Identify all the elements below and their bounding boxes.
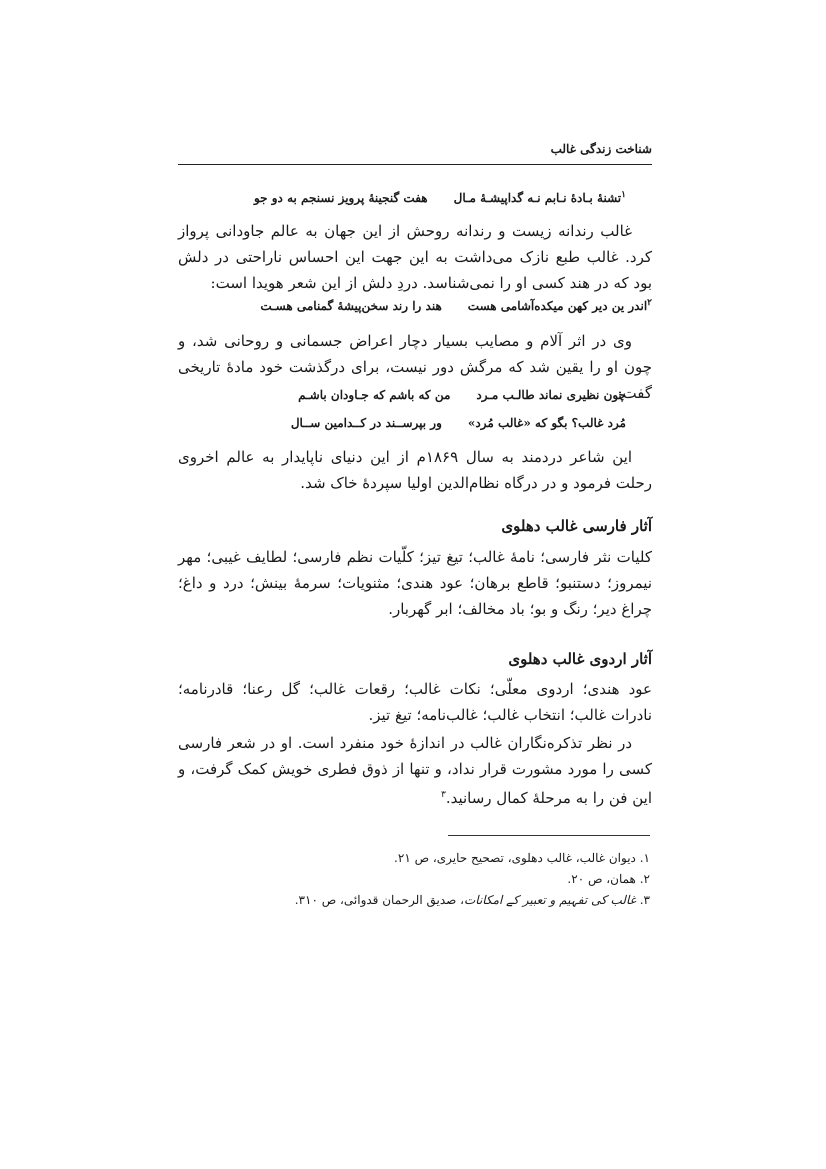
verse-couplet-1 [254, 190, 626, 205]
footnote-separator [448, 835, 650, 836]
paragraph-3: این شاعر دردمند به سال ۱۸۶۹م از این دنیای ناپایدار به عالم اخروی رحلت فرمود و در درگاه نظام‌الدین اولیا سپردهٔ خاک شد. [178, 448, 652, 492]
verse-1-hemistich-1: هفت گنجینهٔ پرویز نسنجم به دو جو [253, 191, 428, 205]
verse-4-hemistich-2: مُرد غالب؟ بگو که «غالب مُرد» [467, 416, 626, 430]
footnote-ref-2: ۲ [647, 298, 652, 308]
footnote-3-book-title: غالب کی تفہیم و تعبیر کے امکانات [464, 893, 636, 907]
verse-couplet-2 [260, 298, 652, 313]
running-header [178, 140, 652, 165]
footnote-ref-1: ۱ [621, 190, 626, 200]
footnote-3: ۳. غالب کی تفہیم و تعبیر کے امکانات، صدیق الرحمان قدوائی، ص ۳۱۰. [294, 893, 650, 907]
paragraph-1: غالب رندانه زیست و رندانه روحش از این جهان به عالم جاودانی پرواز کرد. غالب طبع نازک می‌داشت به این جهت این احساس ناراحتی در دلش بود که در هند کسی او را نمی‌شناسد. دردِ دلش از این شعر هویدا است: [178, 222, 652, 292]
verse-3-hemistich-1: من که باشم که جـاودان باشـم [298, 388, 451, 402]
footnote-ref-3: ۳ [440, 790, 446, 800]
header-title: شناخت زندگی غالب [550, 142, 652, 156]
footnote-1: ۱. دیوان غالب، غالب دهلوی، تصحیح حایری، ص ۲۱. [394, 851, 650, 865]
footnote-2: ۲. همان، ص ۲۰. [567, 872, 650, 886]
verse-1-hemistich-2: تشنهٔ بـادهٔ نـابم نـه گداپیشـهٔ مـال [453, 191, 622, 205]
verse-couplet-4 [291, 416, 626, 430]
paragraph-persian-works: کلیات نثر فارسی؛ نامهٔ غالب؛ تیغ تیز؛ کلّیات نظم فارسی؛ لطایف غیبی؛ مهر نیمروز؛ دستنبو؛ قاطع برهان؛ عود هندی؛ مثنویات؛ سرمهٔ بینش؛ درد و داغ؛ چراغ دیر؛ رنگ و بو؛ باد مخالف؛ ابر گهربار. [178, 548, 652, 618]
paragraph-2: وی در اثر آلام و مصایب بسیار دچار اعراض جسمانی و روحانی شد، و چون او را یقین شد که مرگش دور نیست، برای درگذشت خود مادهٔ تاریخی گفت: [178, 332, 652, 402]
section-heading-persian-works: آثار فارسی غالب دهلوی [501, 517, 652, 535]
verse-couplet-3 [298, 388, 626, 402]
verse-3-hemistich-2: چون نظیری نماند طالـب مـرد [476, 388, 626, 402]
paragraph-6: در نظر تذکره‌نگاران غالب در اندازهٔ خود منفرد است. او در شعر فارسی کسی را مورد مشورت قرار نداد، و تنها از ذوق فطری خویش کمک گرفت، و این فن را به مرحلهٔ کمال رسانید.$^۳$ [178, 734, 652, 807]
paragraph-urdu-works: عود هندی؛ اردوی معلّی؛ نکات غالب؛ رقعات غالب؛ گل رعنا؛ قادرنامه؛ نادرات غالب؛ انتخاب غالب؛ غالب‌نامه؛ تیغ تیز. [178, 680, 652, 724]
verse-4-hemistich-1: ور بپرســند در کــدامین ســال [290, 416, 442, 430]
verse-2-hemistich-1: هند را رند سخن‌پیشهٔ گمنامی هسـت [260, 299, 442, 313]
section-heading-urdu-works: آثار اردوی غالب دهلوی [508, 650, 652, 668]
verse-2-hemistich-2: اندر ین دیر کهن میکده‌آشامی هست [467, 299, 648, 313]
